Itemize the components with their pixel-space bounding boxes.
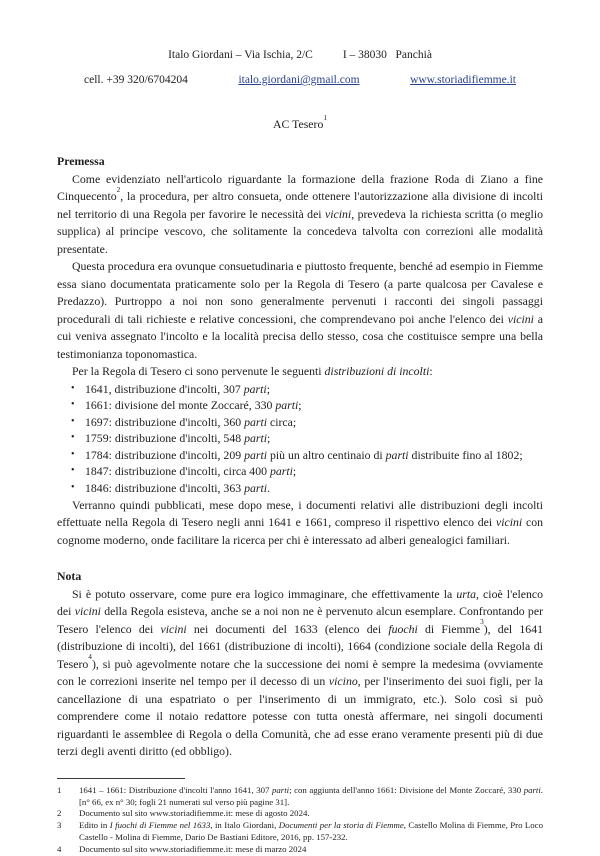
document-title-text: AC Tesero	[272, 117, 324, 131]
author-name-address: Italo Giordani – Via Ischia, 2/C	[168, 49, 313, 61]
document-title	[57, 112, 543, 132]
premessa-closing-paragraph: Verranno quindi pubblicati, mese dopo mese, i documenti relativi alle distribuzioni degli incolti effettuate nella Regola di Tesero negli anni 1641 e 1661, compreso il rispettivo elenco dei vicini con cognome moderno, onde facilitare la ricerca per chi è interessato ad alberi genealogici familiari.	[57, 497, 544, 547]
footnotes-section	[57, 778, 543, 856]
footnote-number: 4	[57, 844, 62, 855]
website-link[interactable]: www.storiadifiemme.it	[410, 74, 516, 86]
list-item: • 1846: distribuzione d'incolti, 363 parti.	[57, 480, 543, 497]
footnote-2	[57, 808, 543, 820]
footnote-number: 3	[57, 820, 62, 831]
section-heading-nota: Nota	[57, 569, 82, 584]
list-item: • 1784: distribuzione d'incolti, 209 parti più un altro centinaio di parti distribuite fino al 1802;	[57, 447, 543, 464]
footnote-text: Edito in I fuochi di Fiemme nel 1633, in Italo Giordani, Documenti per la storia di Fiemme, Castello Molina di Fiemme, Pro Loco Castello - Molina di Fiemme, Dario De Bastiani Editore, 2016, pp. 157-232.	[79, 820, 543, 843]
footnote-text: Documento sul sito www.storiadifiemme.it: mese di agosto 2024.	[79, 808, 310, 819]
list-item: • 1661: divisione del monte Zoccaré, 330 parti;	[57, 397, 543, 414]
author-phone: cell. +39 320/6704204	[84, 74, 188, 86]
title-footnote-ref: 1	[323, 112, 328, 122]
header-line1	[57, 47, 543, 63]
author-postal-address: I – 38030 Panchià	[342, 49, 432, 61]
premessa-paragraph-2: Questa procedura era ovunque consuetudinaria e piuttosto frequente, benché ad esempio in Fiemme essa siano documentata praticamente solo per la Regola di Tesero (a parte qualcosa per Cavalese e Predazzo). Purtroppo a noi non sono generalmente pervenuti i racconti dei singoli passaggi procedurali di tali richieste e relative concessioni, che comprendevano poi anche l'elenco dei vicini a cui veniva assegnato l'incolto e la località precisa dello stesso, cosa che costituisce sempre una bella testimonianza toponomastica.	[57, 259, 544, 361]
nota-paragraph: Si è potuto osservare, come pure era logico immaginare, che effettivamente la urta, cioè l'elenco dei vicini della Regola esisteva, anche se a noi non ne è pervenuto alcun esemplare. Confrontando per Tesero l'elenco dei vicini nei documenti del 1633 (elenco dei fuochi di Fiemme$^3$), del 1641 (distribuzione di incolti), del 1661 (distribuzione di incolti), 1664 (condizione sociale della Regola di Tesero$^4$), si può agevolmente notare che la successione dei nomi è sempre la medesima (ovviamente con le correzioni inserite nel tempo per il decesso di un vicino, per l'inserimento dei suoi figli, per la cancellazione di una espatriato o per l'inserimento di un immigrato, etc.). Solo così si può comprendere come il notaio redattore potesse con tutta onestà affermare, nei singoli documenti riguardanti le assemblee di Regola o della Comunità, che ad esse erano veramente presenti più di due terzi degli aventi diritto (ed obbligo).	[57, 586, 543, 759]
footnote-1	[57, 785, 543, 809]
email-link[interactable]: italo.giordani@gmail.com	[238, 74, 360, 86]
incolti-distribution-list	[57, 381, 543, 497]
list-item: • 1759: distribuzione d'incolti, 548 parti;	[57, 430, 543, 447]
footnote-number: 1	[57, 784, 62, 795]
footnote-3	[57, 820, 543, 844]
footnote-separator	[57, 778, 185, 779]
list-item: • 1697: distribuzione d'incolti, 360 parti circa;	[57, 414, 543, 431]
premessa-paragraph-3: Per la Regola di Tesero ci sono pervenute le seguenti distribuzioni di incolti:	[72, 364, 433, 378]
footnote-number: 2	[57, 808, 62, 819]
footnote-text: 1641 – 1661: Distribuzione d'incolti l'anno 1641, 307 parti; con aggiunta dell'anno 1661: Divisione del Monte Zoccaré, 330 parti. [n° 66, ex n° 30; fogli 21 numerati sul verso più pagine 31].	[79, 784, 543, 807]
premessa-paragraph-1: Come evidenziato nell'articolo riguardante la formazione della frazione Roda di Ziano a fine Cinquecento$^2$, la procedura, per altro consueta, onde ottenere l'autorizzazione alla divisione di incolti nel territorio di una Regola per favorire le necessità dei vicini, prevedeva la richiesta scritta (o meglio supplica) al principe vescovo, che solitamente la concedeva talvolta con correzioni alle modalità presentate.	[57, 171, 543, 256]
footnote-4	[57, 844, 543, 856]
list-item: • 1641, distribuzione d'incolti, 307 parti;	[57, 381, 543, 398]
section-heading-premessa: Premessa	[57, 154, 105, 168]
list-item: • 1847: distribuzione d'incolti, circa 400 parti;	[57, 463, 543, 480]
header-line2	[57, 72, 543, 88]
footnote-text: Documento sul sito www.storiadifiemme.it: mese di marzo 2024	[79, 844, 307, 855]
